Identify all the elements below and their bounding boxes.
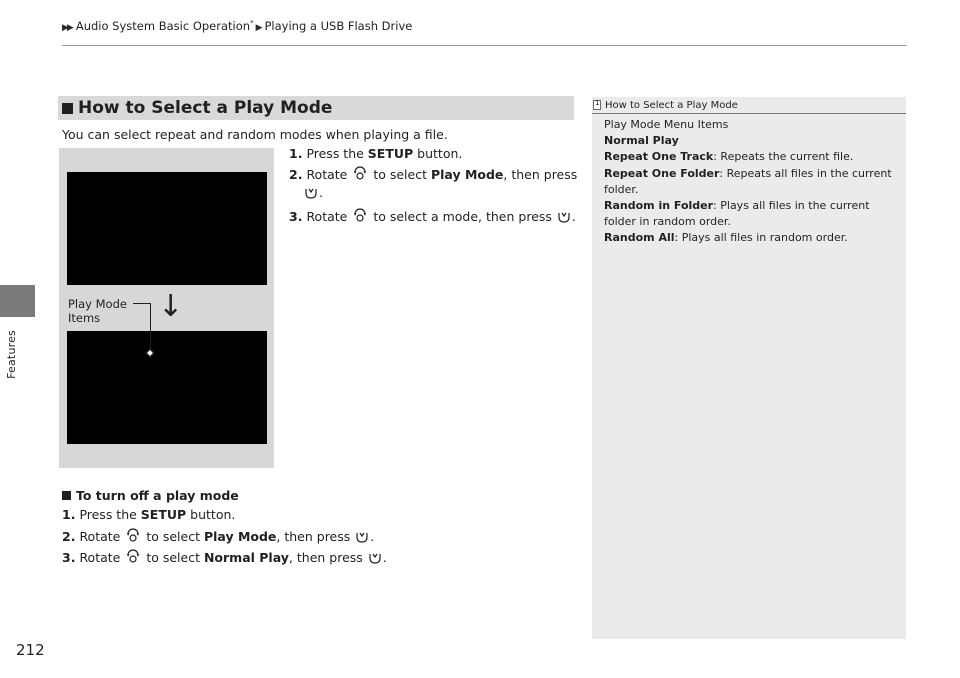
note-item: Normal Play [604,134,679,148]
breadcrumb-section[interactable]: Audio System Basic Operation [75,19,251,33]
step-2-continuation: . [303,184,323,202]
breadcrumb-arrow-icon: ▶▶ [62,23,72,33]
figure-callout: Play Mode Items [68,297,127,325]
section-bullet-icon [62,103,73,114]
note-header [592,97,906,113]
chapter-tab[interactable] [0,285,35,317]
turn-off-step-2: 2. Rotate to select Play Mode, then press . [62,529,375,544]
header-rule [62,45,907,46]
step-2: 2. Rotate to select Play Mode, then press [289,167,578,182]
breadcrumb-asterisk: * [250,19,254,28]
section-title-bar [58,96,574,120]
press-button-icon [557,210,571,224]
note-intro: Play Mode Menu Items [604,118,729,131]
note-item: Repeat One Track: Repeats the current file. [604,150,854,164]
turn-off-step-1: 1. Press the SETUP button. [62,507,236,522]
press-button-icon [355,530,369,544]
section-title: How to Select a Play Mode [78,98,333,118]
intro-text: You can select repeat and random modes when playing a file. [62,127,448,142]
down-arrow-icon: ↓ [158,289,184,324]
selector-knob-icon [125,549,141,565]
note-body [604,117,900,247]
note-rule [592,113,906,114]
turn-off-heading: To turn off a play mode [62,488,239,503]
note-item: Random in Folder: Plays all files in the current folder in random order. [604,199,870,229]
step-3: 3. Rotate to select a mode, then press . [289,209,576,224]
note-item: Repeat One Folder: Repeats all files in the current folder. [604,166,892,196]
turn-off-step-3: 3. Rotate to select Normal Play, then press . [62,550,387,565]
note-icon: 1 [593,100,601,110]
note-item: Random All: Plays all files in random order. [604,231,848,245]
display-screen-before [67,172,267,285]
subsection-bullet-icon [62,491,71,500]
selector-knob-icon [125,528,141,544]
chapter-label: Features [5,330,18,379]
selector-knob-icon [352,166,368,182]
callout-leader-line [133,303,151,353]
display-screen-after [67,331,267,444]
breadcrumb-arrow-icon: ▶ [255,23,263,33]
press-button-icon [304,186,318,200]
page-number: 212 [16,641,45,659]
step-1: 1. Press the SETUP button. [289,146,463,161]
note-title: How to Select a Play Mode [605,99,738,111]
breadcrumb [62,19,412,33]
press-button-icon [368,551,382,565]
breadcrumb-topic[interactable]: Playing a USB Flash Drive [264,19,413,33]
selector-knob-icon [352,208,368,224]
